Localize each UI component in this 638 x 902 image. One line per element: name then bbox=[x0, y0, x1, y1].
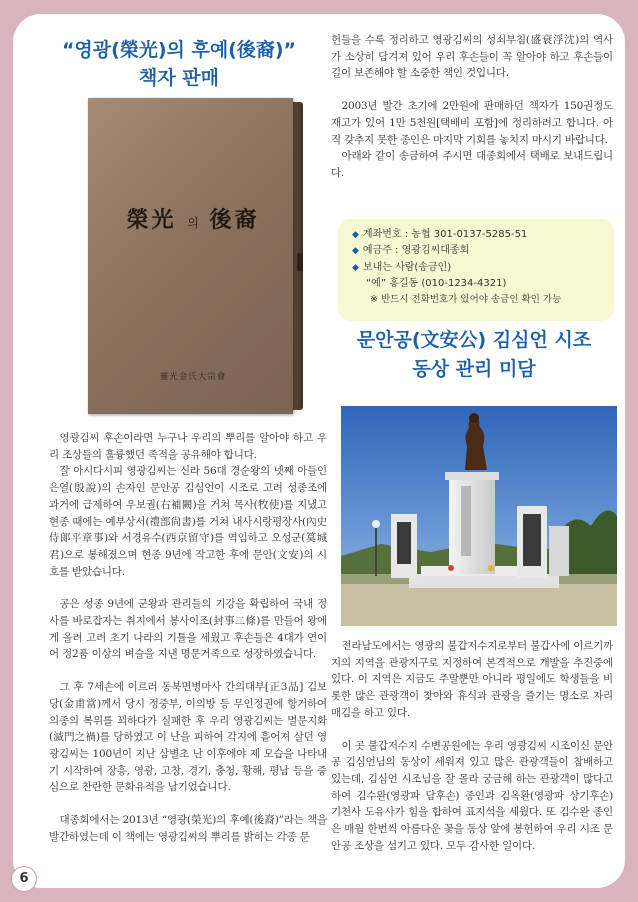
book-sale-title bbox=[31, 36, 327, 92]
paragraph: 그 후 7세손에 이르러 동북면병마사 간의대부[正3品] 김보당(金甫當)께서 당시 정중부, 이의방 등 무인정권에 항거하여 의종의 복위를 꾀하다가 실패한 후 우리 영광김씨는 멸문지화(滅門之禍)를 당하였고 이 난을 피하여 각지에 흩어져 살던 영광김씨는 100년이 지난 삼별초 난 이후에야 제 모습을 나타내기 시작하여 장흥, 영광, 고창, 경기, 충청, 황해, 평남 등을 중심으로 찬란한 문화유적을 남기었습니다. bbox=[49, 681, 327, 794]
sender-label: ◆ 보내는 사람(송금인) bbox=[352, 261, 452, 273]
book-sale-title-line2: 책자 판매 bbox=[138, 67, 220, 89]
paragraph: 공은 성종 9년에 군왕과 관리들의 기강을 확립하여 국내 정사를 바로잡자는 취지에서 봉사이조(封事二條)를 만들어 왕에게 올려 고려 초기 나라의 기틀을 세웠고 후손들은 4대가 연이어 정2품 이상의 벼슬을 지낸 명문거족으로 성장하였습니다. bbox=[49, 598, 327, 661]
paragraph: 잘 아시다시피 영광김씨는 신라 56대 경순왕의 넷째 아들인 은열(殷說)의 손자인 문안공 김심언이 시조로 고려 성종조에 과거에 급제하여 우보궐(右補闕)을 거쳐 목사(牧使)를 지냈고 현종 때에는 예부상서(禮部尙書)를 거쳐 내사시랑평장사(內史侍郞平章事)와 서경유수(西京留守)를 역임하고 오성군(筽城君)으로 봉해졌으며 현종 9년에 작고한 후에 문안(文安)의 시호를 받았습니다. bbox=[49, 465, 327, 578]
paragraph: 2003년 발간 초기에 2만원에 판매하던 책자가 150권정도 재고가 있어 1만 5천원[택배비 포함]에 정리하려고 합니다. 아직 갖추지 못한 종인은 마지막 기회를 놓치지 마시기 바랍니다. bbox=[331, 100, 613, 146]
payment-info-box bbox=[338, 219, 614, 321]
diamond-bullet-icon: ◆ bbox=[352, 230, 359, 240]
account-holder: ◆ 예금주 : 영광김씨대종회 bbox=[352, 245, 470, 257]
book-cover bbox=[88, 98, 293, 414]
statue-photo-svg bbox=[341, 406, 617, 626]
book-image bbox=[88, 98, 303, 414]
phone-note: ※ 반드시 전화번호가 있어야 송금인 확인 가능 bbox=[370, 294, 562, 306]
page bbox=[13, 14, 625, 888]
sender-example: “예” 홍길동 (010-1234-4321) bbox=[366, 277, 507, 289]
book-sale-title-line1: “영광(榮光)의 후예(後裔)” bbox=[61, 39, 297, 61]
book-cover-title: 榮光 의 後裔 bbox=[126, 207, 260, 233]
book-clasp bbox=[297, 253, 303, 271]
page-number: 6 bbox=[11, 866, 37, 892]
paragraph: 아래와 같이 송금하여 주시면 대종회에서 택배로 보내드립니다. bbox=[331, 150, 613, 179]
account-number: ◆ 계좌번호 : 농협 301-0137-5285-51 bbox=[352, 229, 528, 240]
book-cover-publisher: 靈光金氏大宗會 bbox=[159, 372, 227, 382]
paragraph: 전라남도에서는 영광의 불갑저수지로부터 불갑사에 이르기까지의 지역을 관광지구로 지정하여 본격적으로 개발을 추진중에 있다. 이 지역은 지금도 주말뿐만 아니라 평일에도 학생들을 비롯한 많은 관광객이 찾아와 휴식과 관광을 즐기는 명소로 자리매김을 하고 있다. bbox=[331, 640, 613, 719]
statue-story-title-line2: 동상 관리 미담 bbox=[412, 358, 536, 380]
paragraph: 이 곳 불갑저수지 수변공원에는 우리 영광김씨 시조이신 문안공 김심언님의 동상이 세워져 있고 많은 관광객들이 참배하고 있는데, 김심언 시조님을 잘 몰라 궁금해 하는 관광객이 많다고 하여 김수완(영광파 담후손) 종인과 김옥환(영광파 상기후손) 기천사 도유사가 힘을 합하여 표지석을 세웠다. 또 김수완 종인은 매월 한번씩 아름다운 꽃을 동상 앞에 봉헌하여 우리 시조 문안공 조상을 섬기고 있다. 모두 감사한 일이다. bbox=[331, 739, 613, 852]
paragraph: 영광김씨 후손이라면 누구나 우리의 뿌리를 알아야 하고 우리 조상들의 훌륭했던 족적을 공유해야 합니다. bbox=[49, 432, 327, 461]
right-text-top bbox=[331, 32, 613, 182]
statue-story-title bbox=[331, 326, 617, 384]
left-text-block bbox=[49, 430, 327, 845]
paragraph: 헌들을 수록 정리하고 영광김씨의 성쇠부침(盛衰浮沈)의 역사가 소상히 담겨져 있어 우리 후손들이 꼭 알아야 하고 후손들이 길이 보존해야 할 소중한 책인 것입니다. bbox=[331, 34, 613, 80]
right-text-bottom bbox=[331, 638, 613, 854]
paragraph: 대종회에서는 2013년 “영광(榮光)의 후예(後裔)”라는 책을 발간하였는데 이 책에는 영광김씨의 뿌리를 밝히는 각종 문 bbox=[49, 814, 327, 843]
diamond-bullet-icon: ◆ bbox=[352, 246, 359, 257]
statue-photo bbox=[341, 406, 617, 626]
statue-story-title-line1: 문안공(文安公) 김심언 시조 bbox=[356, 329, 592, 351]
diamond-bullet-icon: ◆ bbox=[352, 262, 359, 273]
payment-info-list bbox=[338, 219, 614, 308]
